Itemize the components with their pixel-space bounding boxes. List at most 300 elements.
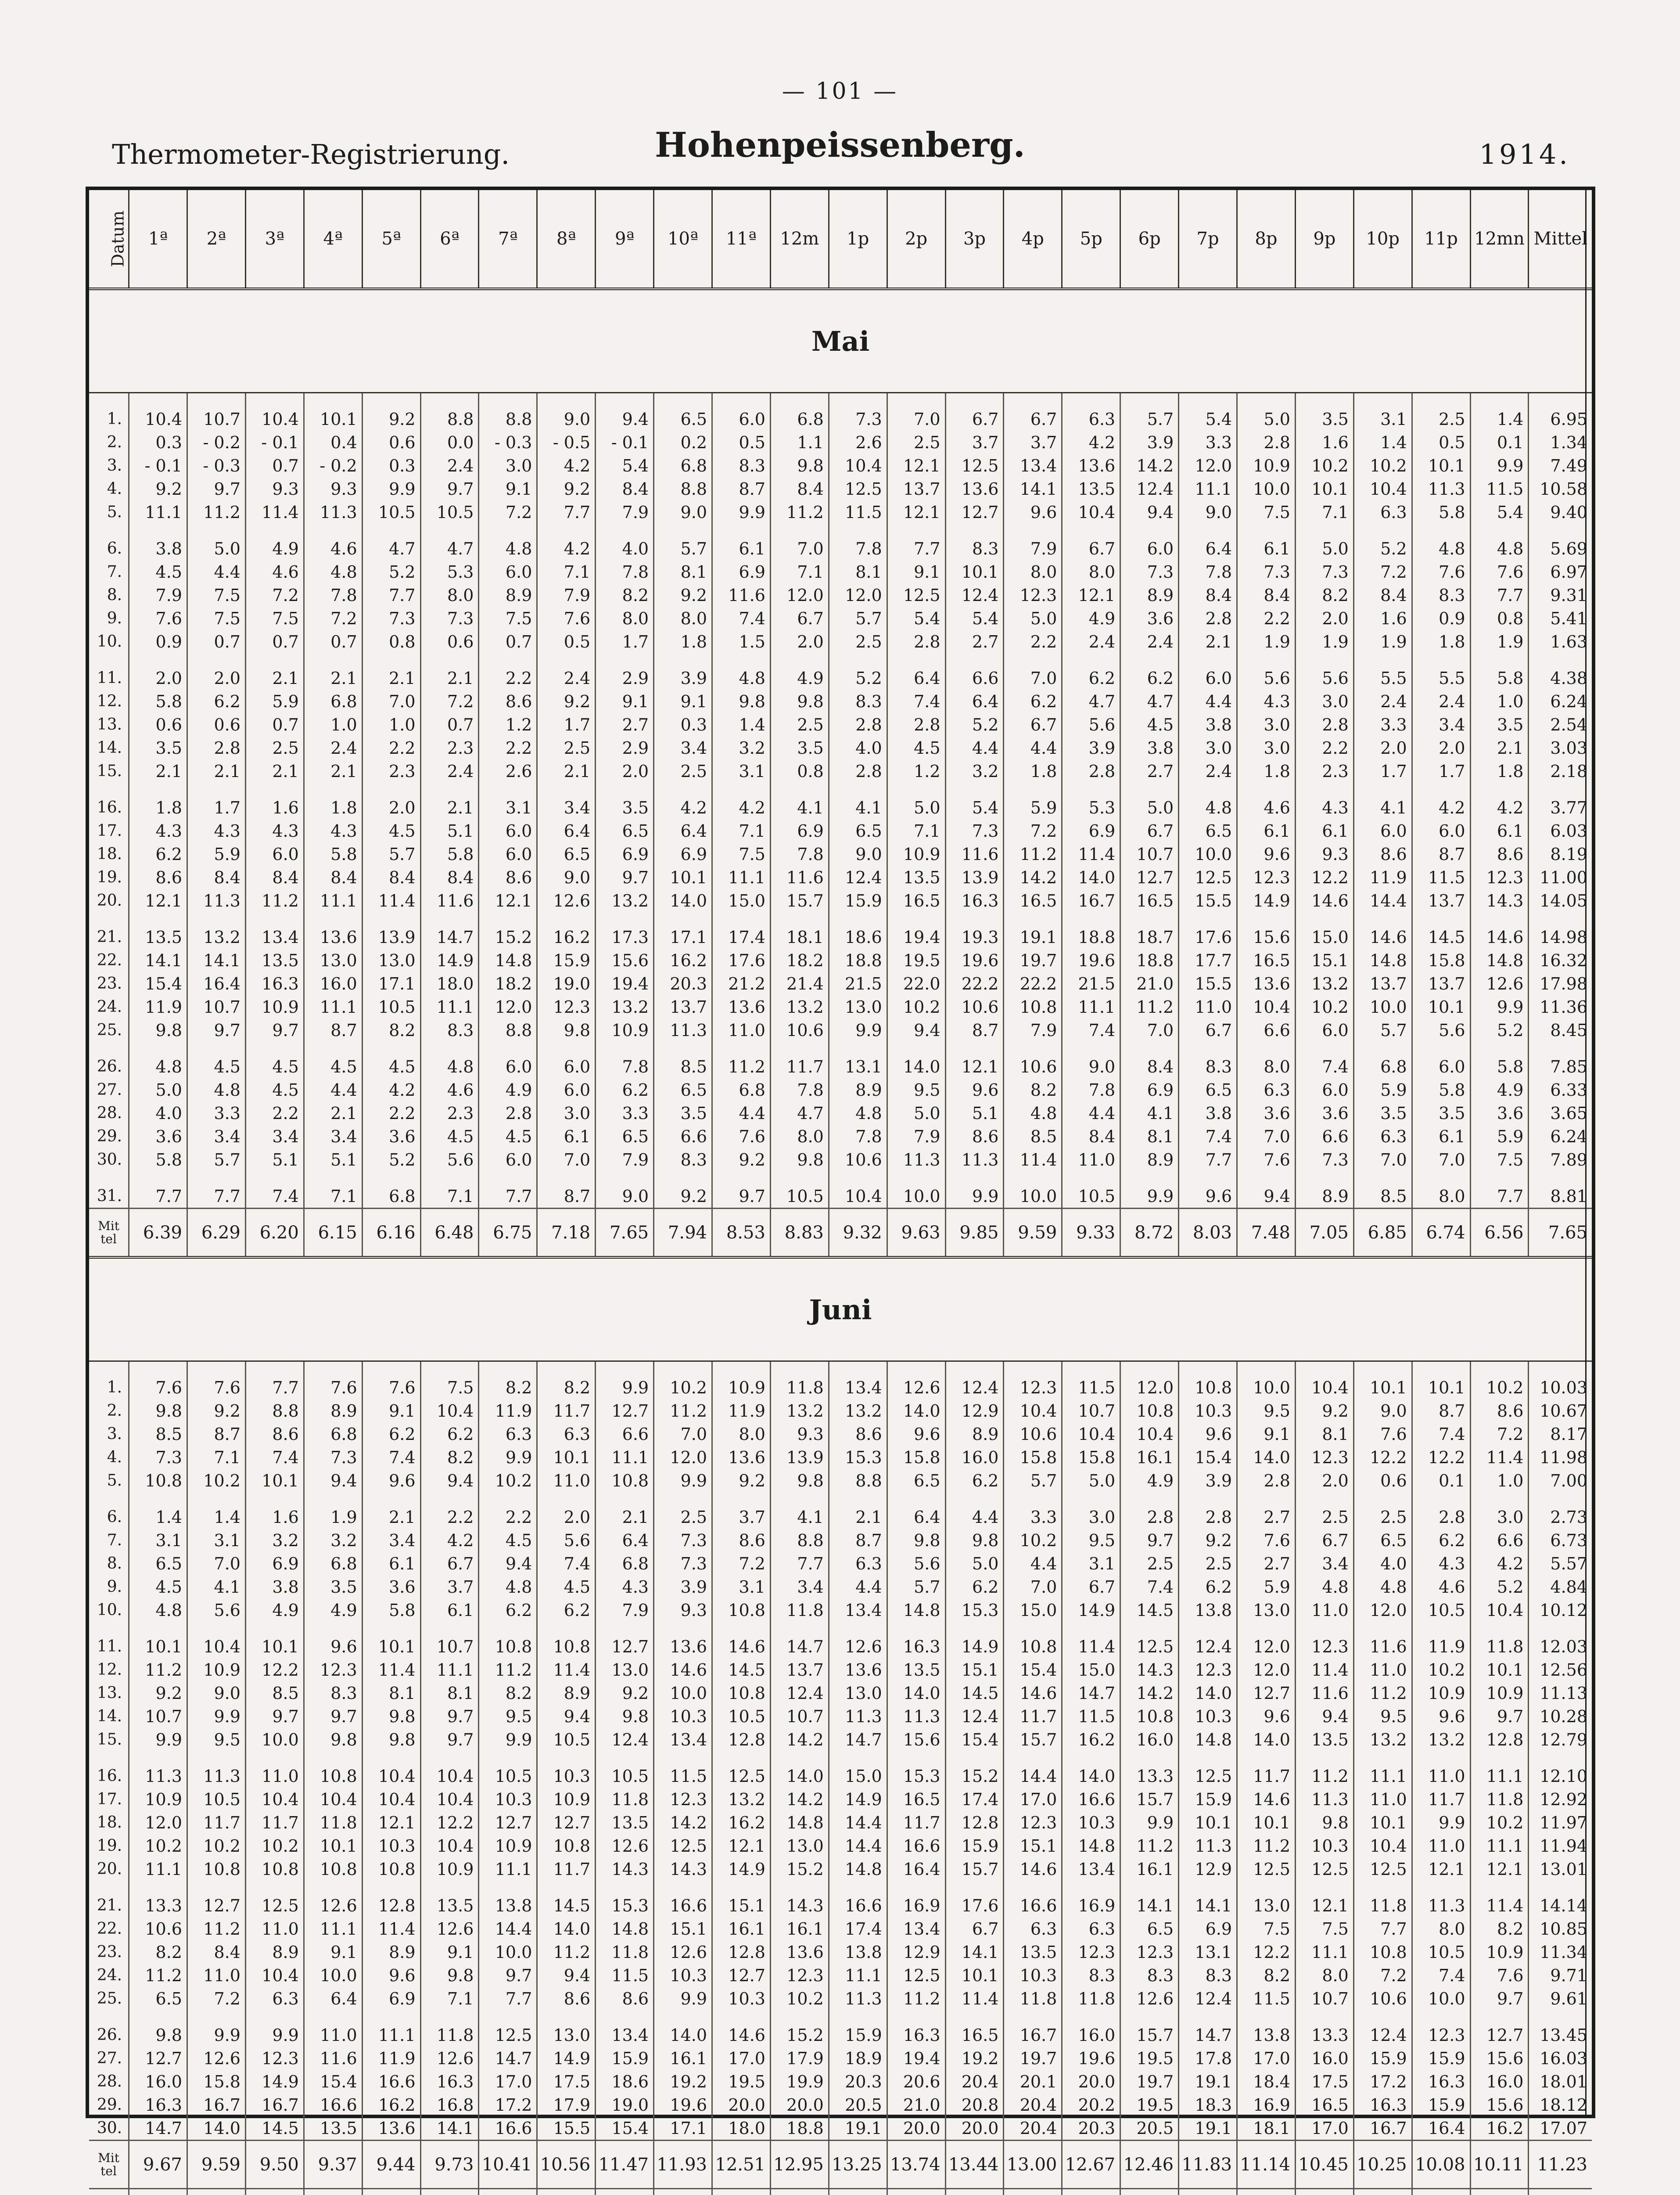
hourly-value: 5.8 [362,1598,420,1622]
spacer-cell [1353,1361,1412,1376]
hourly-value: 8.6 [1470,842,1529,866]
hourly-value: 17.6 [1179,925,1237,949]
group-gap-row [89,1042,1592,1055]
hourly-value: 10.3 [537,1764,596,1788]
hourly-value: 15.4 [1179,1446,1237,1469]
spacer-cell [1120,524,1179,537]
hourly-value: 0.1 [1412,1469,1470,1492]
hourly-value: 6.1 [712,537,771,560]
table-row [89,759,1592,783]
hourly-value: 9.9 [187,2023,245,2047]
spacer-cell [479,524,537,537]
hourly-value: 10.7 [420,1635,479,1658]
hourly-value: 3.9 [1062,736,1120,759]
hourly-value: 3.5 [304,1575,362,1598]
hourly-value: 18.6 [596,2070,654,2093]
daily-mean: 4.84 [1529,1575,1592,1598]
hourly-value: 14.8 [1353,949,1412,972]
hourly-value: 11.6 [420,889,479,912]
spacer-cell [89,783,129,796]
hourly-mean: 8.03 [1179,1209,1237,1258]
hourly-value: 12.7 [1120,866,1179,889]
hourly-value: 14.8 [887,1598,945,1622]
hourly-value: - 0.2 [304,454,362,477]
hourly-value: 16.3 [887,1635,945,1658]
hourly-value: 12.6 [187,2047,245,2070]
hourly-value: 9.2 [129,1681,187,1705]
hourly-value: 12.1 [129,889,187,912]
hourly-value: 9.6 [362,1469,420,1492]
spacer-cell [245,1361,304,1376]
hourly-value: 1.2 [479,713,537,736]
hourly-value: 6.2 [945,1575,1004,1598]
hourly-value: 2.2 [245,1101,304,1125]
spacer-cell [537,2010,596,2023]
hourly-value: 12.1 [479,889,537,912]
hourly-value: 10.4 [420,1834,479,1857]
hourly-value: 9.7 [420,1705,479,1728]
table-row [89,560,1592,583]
hourly-value: 2.4 [420,759,479,783]
hourly-value: 2.1 [420,666,479,690]
hourly-value: 11.4 [245,500,304,524]
spacer-cell [89,1881,129,1894]
hourly-value: 19.4 [887,2047,945,2070]
table-tail-row [89,2189,1592,2195]
hourly-value: 4.5 [420,1125,479,1148]
hourly-value: 12.3 [245,2047,304,2070]
hourly-value: 12.6 [829,1635,887,1658]
spacer-cell [89,393,129,408]
hourly-value: 17.0 [712,2047,771,2070]
hourly-value: 12.4 [1120,477,1179,500]
day-number: 26. [89,1055,129,1078]
spacer-cell [187,1042,245,1055]
hourly-value: 10.3 [654,1705,712,1728]
mean-label: Mittel [96,2152,122,2178]
hourly-value: 5.6 [1062,713,1120,736]
hourly-value: 16.0 [1470,2070,1529,2093]
spacer-cell [712,783,771,796]
spacer-cell [1179,653,1237,666]
hourly-value: 12.5 [1179,1764,1237,1788]
hourly-value: 11.1 [304,889,362,912]
spacer-cell [1412,1042,1470,1055]
spacer-cell [1529,653,1592,666]
hourly-value: 10.3 [1179,1399,1237,1422]
hourly-value: 10.2 [887,995,945,1018]
hourly-value: 10.9 [1237,454,1296,477]
hourly-value: 8.2 [1004,1078,1062,1101]
hourly-value: 8.0 [770,1125,829,1148]
day-number: 9. [89,607,129,630]
spacer-cell [654,524,712,537]
hourly-value: 1.9 [1470,630,1529,653]
hourly-value: 3.7 [945,431,1004,454]
hourly-value: 6.2 [596,1078,654,1101]
hourly-value: 8.4 [362,866,420,889]
hourly-value: 13.5 [1004,1940,1062,1964]
hourly-value: 10.1 [1470,1658,1529,1681]
hourly-value: 16.3 [1412,2070,1470,2093]
hourly-value: 11.0 [1412,1834,1470,1857]
hourly-value: 6.9 [654,842,712,866]
table-row [89,2116,1592,2141]
spacer-cell [89,1042,129,1055]
day-number: 22. [89,949,129,972]
hourly-value: 7.0 [887,407,945,431]
hourly-value: 12.3 [304,1658,362,1681]
spacer-cell [1412,393,1470,408]
hourly-value: 9.8 [362,1728,420,1751]
hourly-value: 0.5 [712,431,771,454]
hourly-value: 16.6 [1004,1894,1062,1917]
spacer-cell [770,393,829,408]
hourly-value: 14.6 [1470,925,1529,949]
hourly-value: 14.5 [537,1894,596,1917]
hourly-mean: 7.18 [537,1209,596,1258]
hourly-value: 12.2 [1412,1446,1470,1469]
hourly-value: 3.6 [362,1125,420,1148]
day-number: 6. [89,537,129,560]
hourly-value: 2.0 [362,796,420,819]
hourly-value: 13.1 [829,1055,887,1078]
hourly-value: 7.7 [770,1552,829,1575]
hourly-value: 10.9 [245,995,304,1018]
hourly-value: 7.2 [187,1987,245,2010]
hourly-value: 10.8 [537,1834,596,1857]
hourly-value: 10.9 [537,1788,596,1811]
hourly-value: 11.0 [537,1469,596,1492]
spacer-cell [1353,912,1412,925]
hourly-value: 16.2 [712,1811,771,1834]
hourly-value: 5.0 [887,1101,945,1125]
spacer-cell [129,1361,187,1376]
hourly-value: 2.2 [362,736,420,759]
hourly-value: 11.2 [245,889,304,912]
table-row [89,1857,1592,1881]
hourly-value: 7.2 [245,583,304,607]
table-row [89,431,1592,454]
hourly-value: 11.0 [1353,1658,1412,1681]
hourly-value: 8.4 [1120,1055,1179,1078]
spacer-cell [537,1881,596,1894]
hourly-value: 20.4 [1004,2093,1062,2116]
hourly-value: 9.8 [420,1964,479,1987]
spacer-cell [1529,2010,1592,2023]
spacer-cell [1412,2010,1470,2023]
spacer-cell [829,1751,887,1764]
hourly-value: 2.8 [1062,759,1120,783]
hourly-value: 7.4 [1295,1055,1353,1078]
hourly-value: 13.6 [829,1658,887,1681]
hourly-value: 7.8 [1062,1078,1120,1101]
hourly-value: 6.7 [1120,819,1179,842]
hourly-value: 0.3 [362,454,420,477]
spacer-cell [1120,1171,1179,1184]
hourly-value: 10.2 [1470,1811,1529,1834]
spacer-cell [712,653,771,666]
day-number: 11. [89,1635,129,1658]
hourly-value: 9.8 [362,1705,420,1728]
hourly-value: 0.5 [537,630,596,653]
table-row [89,1728,1592,1751]
hourly-value: 21.5 [829,972,887,995]
spacer-cell [304,783,362,796]
day-number: 5. [89,1469,129,1492]
spacer-cell [129,1751,187,1764]
hourly-value: 17.7 [1179,949,1237,972]
hourly-value: 10.2 [1470,1376,1529,1399]
hourly-value: 5.1 [245,1148,304,1171]
spacer-cell [1295,1042,1353,1055]
hourly-value: 6.2 [1179,1575,1237,1598]
hourly-value: 14.0 [187,2116,245,2141]
hourly-value: 9.8 [1295,1811,1353,1834]
hourly-value: 9.8 [770,1469,829,1492]
hourly-value: 6.0 [479,560,537,583]
hourly-value: 9.7 [187,1018,245,1042]
hourly-value: 3.8 [129,537,187,560]
hourly-value: 18.7 [1120,925,1179,949]
spacer-cell [945,783,1004,796]
hourly-value: 4.7 [420,537,479,560]
hourly-value: 4.4 [1179,690,1237,713]
hourly-value: 11.3 [945,1148,1004,1171]
spacer-cell [1470,2010,1529,2023]
hourly-value: 15.9 [1412,2093,1470,2116]
hourly-value: 8.2 [1470,1917,1529,1940]
spacer-cell [829,1171,887,1184]
hourly-mean: 6.16 [362,1209,420,1258]
hourly-value: 4.7 [1120,690,1179,713]
hourly-value: 4.4 [1062,1101,1120,1125]
hourly-value: 5.1 [304,1148,362,1171]
hourly-value: 14.0 [770,1764,829,1788]
hourly-value: 8.8 [770,1529,829,1552]
hourly-value: 6.5 [1353,1529,1412,1552]
hourly-value: 9.6 [1412,1705,1470,1728]
hourly-value: 11.2 [1237,1834,1296,1857]
hourly-value: 12.7 [596,1399,654,1422]
hourly-value: 9.2 [537,690,596,713]
spacer-cell [770,2189,829,2195]
day-number: 13. [89,713,129,736]
hourly-value: 5.6 [1412,1018,1470,1042]
hourly-value: 9.6 [304,1635,362,1658]
hourly-value: 14.1 [1120,1894,1179,1917]
spacer-cell [945,653,1004,666]
hourly-value: 4.3 [1295,796,1353,819]
hourly-value: 11.4 [1295,1658,1353,1681]
spacer-cell [1062,1361,1120,1376]
spacer-cell [1353,2189,1412,2195]
spacer-cell [1529,1361,1592,1376]
hourly-value: 3.0 [1237,713,1296,736]
spacer-cell [945,1881,1004,1894]
hourly-value: 7.9 [887,1125,945,1148]
hourly-value: 9.1 [420,1940,479,1964]
hourly-value: 6.0 [1412,819,1470,842]
hourly-value: 19.5 [887,949,945,972]
spacer-cell [712,2189,771,2195]
day-number: 24. [89,1964,129,1987]
spacer-cell [479,912,537,925]
table-row [89,454,1592,477]
hourly-value: 9.5 [887,1078,945,1101]
hourly-value: 6.0 [1295,1018,1353,1042]
hourly-value: 9.2 [187,1399,245,1422]
hourly-value: 14.7 [479,2047,537,2070]
spacer-cell [1120,1492,1179,1505]
hourly-value: 19.9 [770,2070,829,2093]
hourly-value: 16.9 [887,1894,945,1917]
hourly-value: 0.8 [1470,607,1529,630]
day-number: 28. [89,1101,129,1125]
hourly-value: 7.6 [129,607,187,630]
hourly-value: 2.4 [420,454,479,477]
hourly-value: 13.6 [770,1940,829,1964]
hourly-value: 3.8 [245,1575,304,1598]
hourly-value: 10.2 [479,1469,537,1492]
spacer-cell [596,912,654,925]
hourly-value: 6.2 [420,1422,479,1446]
hourly-value: 0.6 [1353,1469,1412,1492]
hourly-mean: 9.33 [1062,1209,1120,1258]
day-number: 6. [89,1505,129,1529]
hourly-value: 12.6 [420,1917,479,1940]
hourly-value: 2.1 [304,759,362,783]
daily-mean: 10.28 [1529,1705,1592,1728]
day-number: 1. [89,407,129,431]
hourly-value: 4.2 [1470,1552,1529,1575]
hourly-value: 7.7 [479,1184,537,1209]
hourly-value: 5.6 [1295,666,1353,690]
spacer-cell [537,1171,596,1184]
daily-mean: 17.07 [1529,2116,1592,2141]
table-row [89,1148,1592,1171]
hourly-value: 14.9 [945,1635,1004,1658]
spacer-cell [187,1881,245,1894]
hourly-value: 2.1 [420,796,479,819]
hourly-value: 10.9 [712,1376,771,1399]
hourly-value: 11.2 [1120,995,1179,1018]
spacer-cell [1237,1622,1296,1635]
daily-mean: 6.73 [1529,1529,1592,1552]
spacer-cell [1295,2189,1353,2195]
hourly-value: 6.2 [1120,666,1179,690]
spacer-cell [1412,1171,1470,1184]
hourly-value: 9.5 [1353,1705,1412,1728]
spacer-cell [89,1492,129,1505]
hourly-value: 11.8 [1062,1987,1120,2010]
daily-mean: 8.81 [1529,1184,1592,1209]
hourly-value: 11.1 [479,1857,537,1881]
spacer-cell [245,783,304,796]
hourly-value: 2.3 [1295,759,1353,783]
table-row [89,537,1592,560]
daily-mean: 11.36 [1529,995,1592,1018]
hourly-value: 13.4 [1004,454,1062,477]
spacer-cell [537,1751,596,1764]
hourly-value: 10.1 [304,1834,362,1857]
hourly-value: 15.3 [829,1446,887,1469]
hourly-value: 2.4 [1120,630,1179,653]
hourly-value: 10.5 [596,1764,654,1788]
spacer-cell [1237,1171,1296,1184]
hourly-value: 11.8 [596,1940,654,1964]
hourly-value: 7.7 [362,583,420,607]
hourly-value: 9.2 [537,477,596,500]
hourly-value: 9.3 [304,477,362,500]
hourly-value: 11.5 [1062,1376,1120,1399]
hourly-value: 18.1 [1237,2116,1296,2141]
hourly-value: 9.7 [420,477,479,500]
spacer-cell [1179,1881,1237,1894]
spacer-cell [89,912,129,925]
table-row [89,1505,1592,1529]
hourly-mean: 10.25 [1353,2141,1412,2189]
hourly-value: 12.5 [1237,1857,1296,1881]
hourly-value: 3.6 [1237,1101,1296,1125]
hourly-value: 14.9 [829,1788,887,1811]
hourly-value: 8.9 [1120,1148,1179,1171]
hourly-value: 2.7 [945,630,1004,653]
hourly-value: 10.8 [129,1469,187,1492]
spacer-cell [1004,653,1062,666]
hourly-value: 10.2 [187,1469,245,1492]
hourly-value: 7.0 [537,1148,596,1171]
hourly-value: 14.6 [712,2023,771,2047]
hour-header: 1p [829,190,887,289]
hourly-value: 11.7 [245,1811,304,1834]
hourly-value: 3.4 [1295,1552,1353,1575]
hourly-value: 17.1 [654,2116,712,2141]
hourly-value: 7.6 [712,1125,771,1148]
hourly-value: 3.8 [1120,736,1179,759]
hourly-value: 5.0 [1295,537,1353,560]
hourly-value: 7.5 [187,607,245,630]
hourly-value: 1.7 [596,630,654,653]
hourly-value: 4.8 [1004,1101,1062,1125]
hourly-value: 13.9 [770,1446,829,1469]
hourly-value: 6.7 [1179,1018,1237,1042]
spacer-cell [129,783,187,796]
hourly-value: 13.5 [1295,1728,1353,1751]
hourly-value: 19.6 [1062,949,1120,972]
hourly-value: 20.8 [945,2093,1004,2116]
hourly-value: 12.8 [1470,1728,1529,1751]
hourly-value: 11.2 [1353,1681,1412,1705]
hourly-value: 3.3 [1004,1505,1062,1529]
hourly-value: 15.2 [945,1764,1004,1788]
hourly-value: 4.5 [479,1529,537,1552]
hourly-value: 14.1 [1004,477,1062,500]
hourly-value: 10.5 [1412,1598,1470,1622]
hourly-value: 16.4 [1412,2116,1470,2141]
hourly-value: 3.2 [245,1529,304,1552]
hour-header: 2p [887,190,945,289]
hourly-value: 6.6 [1470,1529,1529,1552]
hourly-value: 9.9 [245,2023,304,2047]
hourly-value: 6.5 [1179,1078,1237,1101]
hourly-value: 10.4 [245,407,304,431]
hourly-value: 4.4 [945,736,1004,759]
hourly-value: 18.8 [1120,949,1179,972]
hourly-value: 4.5 [129,1575,187,1598]
hourly-value: 8.0 [1062,560,1120,583]
hourly-value: 1.2 [887,759,945,783]
